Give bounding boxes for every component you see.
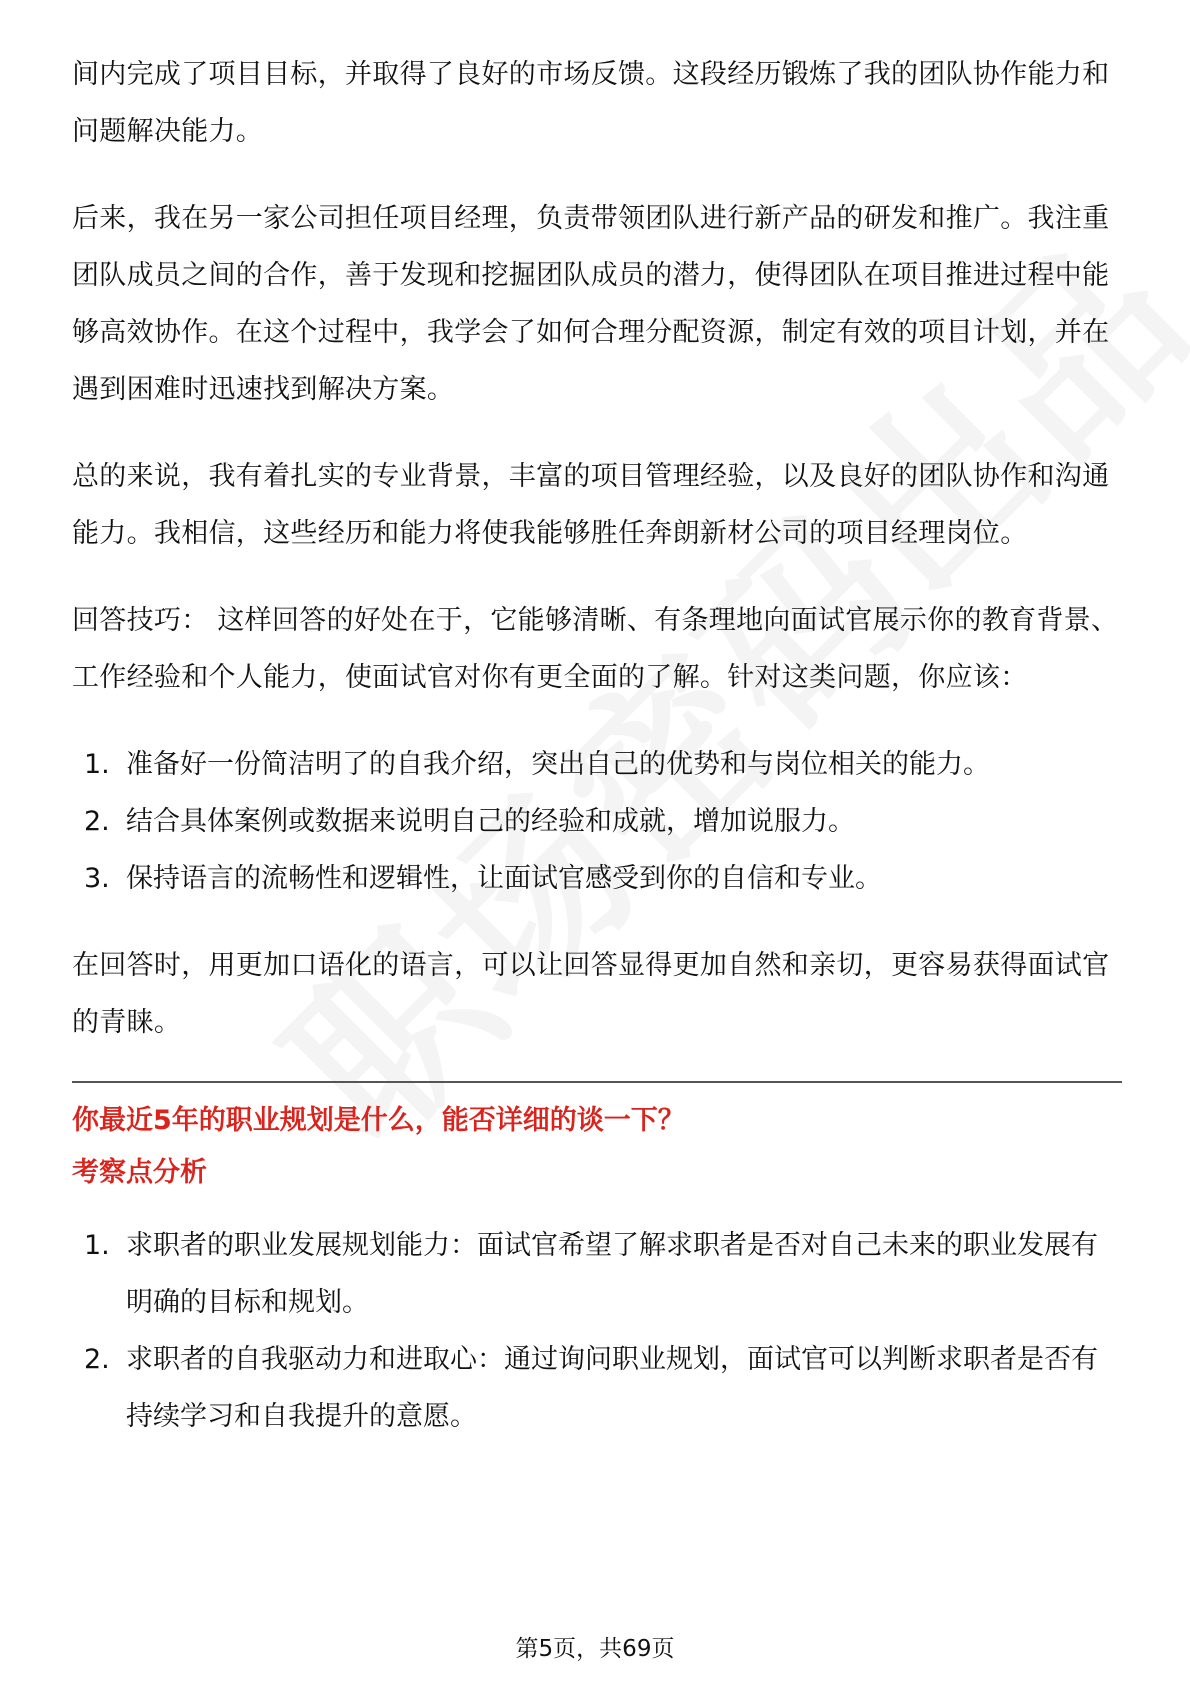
list-item	[72, 736, 1122, 793]
list-item-number: 1.	[84, 1230, 110, 1261]
list-item	[72, 793, 1122, 850]
list-item	[72, 850, 1122, 907]
paragraph-closing: 在回答时，用更加口语化的语言，可以让回答显得更加自然和亲切，更容易获得面试官的青睐。	[72, 950, 1110, 1038]
list-item-text: 准备好一份简洁明了的自我介绍，突出自己的优势和与岗位相关的能力。	[126, 749, 990, 780]
page-footer: 第5页，共69页	[515, 1636, 675, 1662]
list-item	[72, 1217, 1122, 1331]
list-item-text: 求职者的自我驱动力和进取心：通过询问职业规划，面试官可以判断求职者是否有持续学习和自我提升的意愿。	[126, 1344, 1098, 1432]
section-divider	[72, 1081, 1122, 1083]
list-item-number: 1.	[84, 749, 110, 780]
page-content	[72, 46, 1122, 1475]
question-title: 你最近5年的职业规划是什么，能否详细的谈一下？	[72, 1105, 685, 1136]
paragraph-answer-tips: 回答技巧： 这样回答的好处在于，它能够清晰、有条理地向面试官展示你的教育背景、工作经验和个人能力，使面试官对你有更全面的了解。针对这类问题，你应该：	[72, 605, 1119, 693]
analysis-points-list	[72, 1217, 1122, 1445]
paragraph-project-manager: 后来，我在另一家公司担任项目经理，负责带领团队进行新产品的研发和推广。我注重团队成员之间的合作，善于发现和挖掘团队成员的潜力，使得团队在项目推进过程中能够高效协作。在这个过程中，我学会了如何合理分配资源，制定有效的项目计划，并在遇到困难时迅速找到解决方案。	[72, 203, 1110, 405]
list-item-number: 2.	[84, 1344, 110, 1375]
list-item-text: 结合具体案例或数据来说明自己的经验和成就，增加说服力。	[126, 806, 855, 837]
list-item-text: 求职者的职业发展规划能力：面试官希望了解求职者是否对自己未来的职业发展有明确的目标和规划。	[126, 1230, 1098, 1318]
list-item-number: 2.	[84, 806, 110, 837]
question-subtitle: 考察点分析	[72, 1157, 207, 1188]
list-item-number: 3.	[84, 863, 110, 894]
paragraph-experience-end: 间内完成了项目目标，并取得了良好的市场反馈。这段经历锻炼了我的团队协作能力和问题解决能力。	[72, 59, 1110, 147]
paragraph-summary: 总的来说，我有着扎实的专业背景，丰富的项目管理经验，以及良好的团队协作和沟通能力。我相信，这些经历和能力将使我能够胜任奔朗新材公司的项目经理岗位。	[72, 461, 1110, 549]
list-item	[72, 1331, 1122, 1445]
list-item-text: 保持语言的流畅性和逻辑性，让面试官感受到你的自信和专业。	[126, 863, 882, 894]
tips-list	[72, 736, 1122, 907]
